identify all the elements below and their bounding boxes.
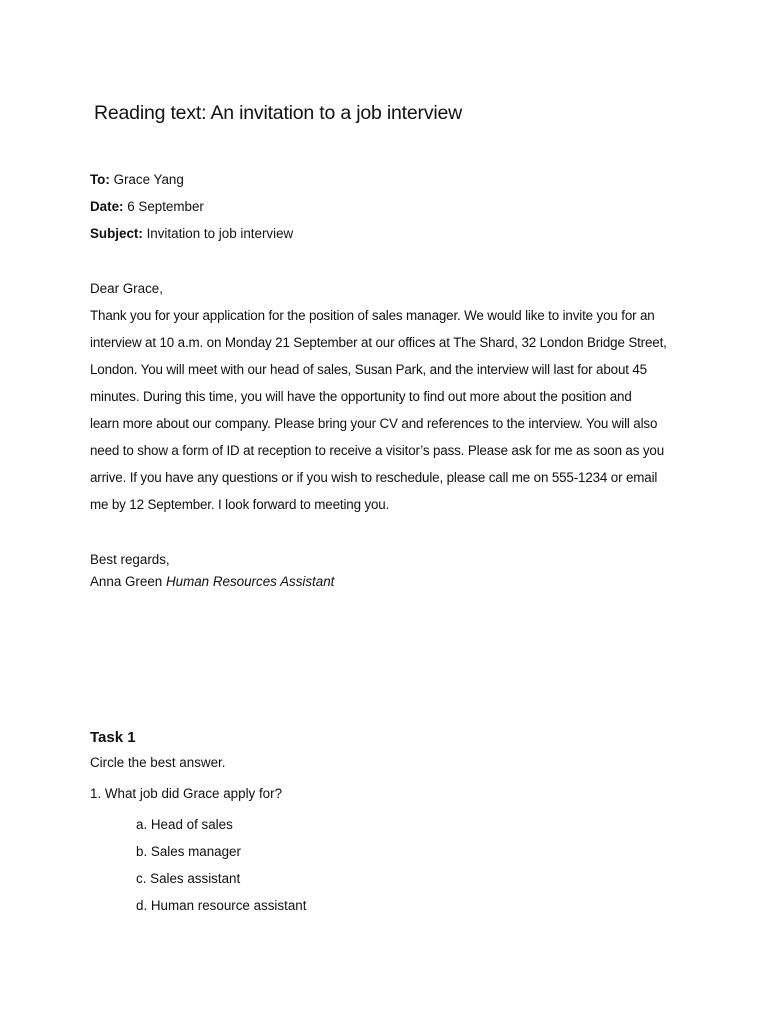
letter-closing: Best regards, <box>90 552 170 567</box>
document-title: Reading text: An invitation to a job interview <box>94 102 463 124</box>
signer-role: Human Resources Assistant <box>165 574 335 589</box>
answer-option: a. Head of sales <box>136 817 233 832</box>
task-instruction: Circle the best answer. <box>90 755 226 770</box>
subject-label: Subject: <box>90 226 143 241</box>
task-heading: Task 1 <box>90 729 136 746</box>
letter-body-line: learn more about our company. Please bring your CV and references to the interview. You will also <box>90 416 658 431</box>
answer-option: b. Sales manager <box>136 844 241 859</box>
letter-body-line: Thank you for your application for the position of sales manager. We would like to invite you for an <box>90 308 655 323</box>
date-line <box>90 199 204 215</box>
letter-body-line: need to show a form of ID at reception to receive a visitor’s pass. Please ask for me as soon as you <box>90 443 664 458</box>
letter-body-line: interview at 10 a.m. on Monday 21 September at our offices at The Shard, 32 London Bridge Street, <box>90 335 667 350</box>
signer-name: Anna Green <box>90 574 163 589</box>
letter-body-line: me by 12 September. I look forward to meeting you. <box>90 497 390 512</box>
letter-body-line: arrive. If you have any questions or if you wish to reschedule, please call me on 555-1234 or email <box>90 470 658 485</box>
letter-greeting: Dear Grace, <box>90 281 163 296</box>
subject-value: Invitation to job interview <box>146 226 294 241</box>
to-value: Grace Yang <box>113 172 184 187</box>
letter-signature <box>90 574 334 590</box>
letter-body-line: minutes. During this time, you will have the opportunity to find out more about the position and <box>90 389 632 404</box>
date-value: 6 September <box>127 199 204 214</box>
date-label: Date: <box>90 199 124 214</box>
answer-option: c. Sales assistant <box>136 871 241 886</box>
subject-line <box>90 226 293 242</box>
task-question: 1. What job did Grace apply for? <box>90 786 283 801</box>
to-label: To: <box>90 172 110 187</box>
to-line <box>90 172 184 188</box>
answer-option: d. Human resource assistant <box>136 898 307 913</box>
letter-body-line: London. You will meet with our head of sales, Susan Park, and the interview will last for about 45 <box>90 362 647 377</box>
